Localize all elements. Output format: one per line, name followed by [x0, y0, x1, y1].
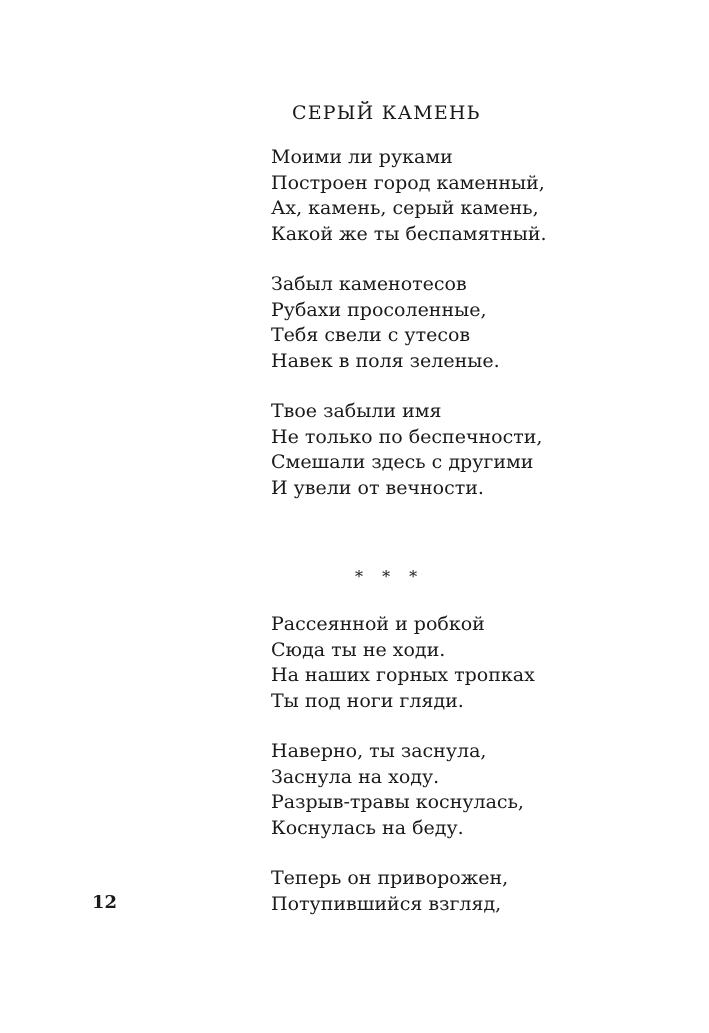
- verse-line: Наверно, ты заснула,: [271, 740, 487, 762]
- page-number: 12: [92, 892, 118, 913]
- verse-line: На наших горных тропках: [271, 664, 535, 686]
- stanza-2: [271, 739, 691, 841]
- verse-line: Коснулась на беду.: [271, 816, 464, 839]
- verse-line: Твое забыли имя: [271, 400, 442, 422]
- verse-line: Построен город каменный,: [271, 171, 545, 194]
- verse-line: Навек в поля зеленые.: [271, 349, 500, 372]
- verse-line: Ты под ноги гляди.: [271, 689, 464, 712]
- verse-line: Потупившийся взгляд,: [271, 892, 502, 915]
- poem-1: [271, 145, 691, 501]
- poem-2: [271, 612, 691, 917]
- verse-line: Рубахи просоленные,: [271, 298, 487, 321]
- stanza-2: [271, 272, 691, 374]
- verse-line: Забыл каменотесов: [271, 273, 467, 295]
- verse-line: Не только по беспечности,: [271, 425, 543, 448]
- verse-line: Заснула на ходу.: [271, 765, 440, 788]
- verse-line: Разрыв-травы коснулась,: [271, 791, 524, 813]
- verse-line: Какой же ты беспамятный.: [271, 222, 547, 245]
- verse-line: Рассеянной и робкой: [271, 613, 485, 635]
- verse-line: Сюда ты не ходи.: [271, 638, 446, 661]
- stanza-3: [271, 399, 691, 501]
- stanza-1: [271, 612, 691, 714]
- stanza-3: [271, 866, 691, 917]
- verse-line: Теперь он приворожен,: [271, 867, 509, 889]
- verse-line: Тебя свели с утесов: [271, 324, 471, 346]
- verse-line: И увели от вечности.: [271, 476, 484, 499]
- section-separator: * * *: [355, 567, 425, 586]
- verse-line: Ах, камень, серый камень,: [271, 197, 539, 219]
- stanza-1: [271, 145, 691, 247]
- verse-line: Моими ли руками: [271, 146, 453, 168]
- poem-title: СЕРЫЙ КАМЕНЬ: [292, 102, 481, 124]
- verse-line: Смешали здесь с другими: [271, 451, 534, 473]
